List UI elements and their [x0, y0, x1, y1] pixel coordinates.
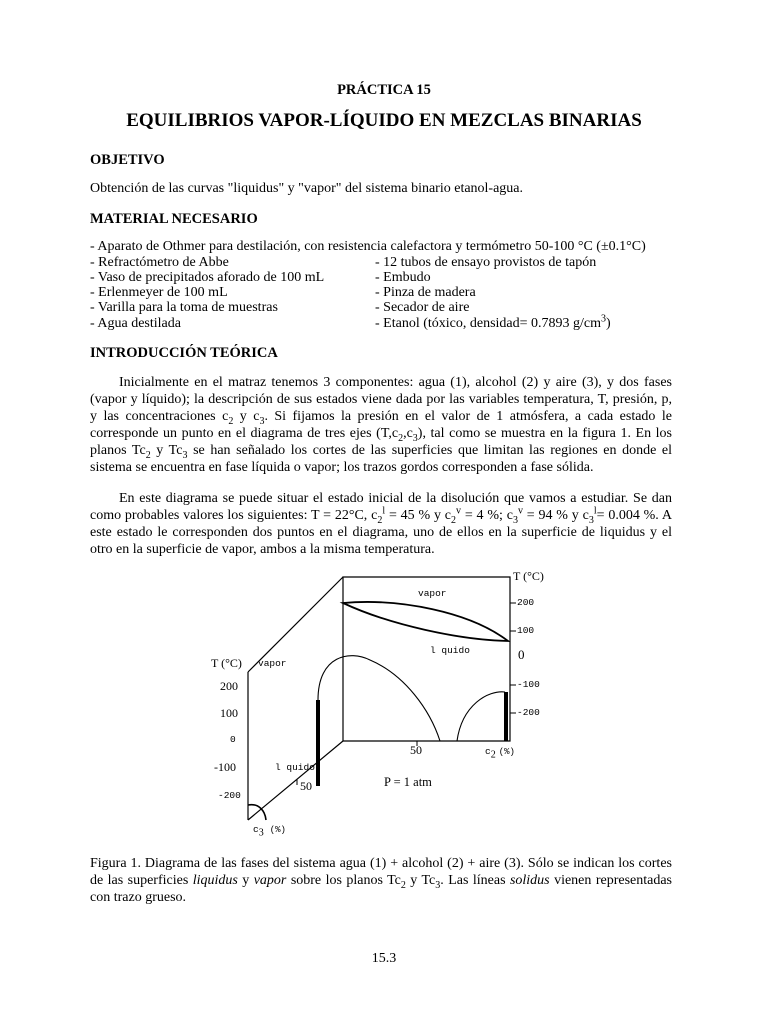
liquido-label-upper: l quido: [430, 645, 470, 656]
c3-axis-label: $c_3$ (%): [253, 824, 286, 839]
c2-tick-label: 50: [410, 743, 422, 757]
liquidus-arc-large: [318, 656, 440, 741]
material-item: - Refractómetro de Abbe: [90, 255, 229, 270]
material-item: - Agua destilada: [90, 316, 181, 331]
left-tick-label: 0: [230, 734, 236, 745]
vapor-liquidus-lens: [343, 602, 508, 641]
material-heading: MATERIAL NECESARIO: [90, 211, 258, 227]
material-item: - Erlenmeyer de 100 mL: [90, 285, 228, 300]
liquidus-arc-small: [457, 692, 505, 741]
liquido-label-left: l quido: [275, 762, 315, 773]
left-tick-label: 100: [220, 706, 238, 720]
left-tick-label: -200: [218, 790, 241, 801]
t-axis-label: T (°C): [513, 569, 544, 583]
pressure-label: P = 1 atm: [384, 775, 432, 789]
t-axis-label-left: T (°C): [211, 656, 242, 670]
figure-caption: Figura 1. Diagrama de las fases del sistema agua (1) + alcohol (2) + aire (3). Sólo se indican los cortes de las superficies liquidus y vapor sobre los planos $Tc_2$ y $Tc_3$. Las líneas solidus vienen representadas con trazo grueso.: [90, 856, 673, 905]
c3-tick-label: 50: [300, 779, 312, 793]
vapor-label-upper: vapor: [418, 588, 447, 599]
c2-axis-label: $c_2$ (%): [485, 746, 515, 761]
page-number: 15.3: [371, 951, 397, 966]
material-item: - Varilla para la toma de muestras: [90, 300, 278, 315]
c3-axis-line: [248, 741, 343, 820]
page-title: EQUILIBRIOS VAPOR-LÍQUIDO EN MEZCLAS BINARIAS: [126, 110, 642, 131]
objetivo-heading: OBJETIVO: [90, 152, 165, 168]
material-item: - Vaso de precipitados aforado de 100 mL: [90, 270, 325, 285]
right-tick-label: -100: [517, 679, 540, 690]
material-item-etanol: - Etanol (tóxico, densidad= 0.7893 $g/cm^3$): [375, 313, 611, 331]
intro-paragraph-1: Inicialmente en el matraz tenemos 3 componentes: agua (1), alcohol (2) y aire (3), y dos fases (vapor y líquido); la descripción de sus estados viene dada por las variables temperatura, T, presión, p, y las concentraciones $c_2$ y $c_3$. Si fijamos la presión en el valor de 1 atmósfera, a cada estado le corresponde un punto en el diagrama de tres ejes $(T,c_2,c_3)$, tal como se muestra en la figura 1. En los planos $Tc_2$ y $Tc_3$ se han señalado los cortes de las superficies que limitan las regiones en donde el sistema se encuentra en fase líquida o vapor; los trazos gordos corresponden a fase sólida.: [90, 375, 673, 475]
material-item: - 12 tubos de ensayo provistos de tapón: [375, 255, 597, 270]
objetivo-text: Obtención de las curvas "liquidus" y "vapor" del sistema binario etanol-agua.: [90, 181, 524, 196]
material-line-othmer: - Aparato de Othmer para destilación, con resistencia calefactora y termómetro 50-100 °C (±0.1°C): [90, 239, 646, 254]
material-item: - Pinza de madera: [375, 285, 476, 300]
left-tick-label: 200: [220, 679, 238, 693]
material-item: - Embudo: [375, 270, 431, 285]
right-tick-label: 200: [517, 597, 535, 608]
practice-number: PRÁCTICA 15: [337, 82, 431, 98]
right-tick-label: 0: [518, 647, 525, 662]
right-tick-label: 100: [517, 625, 535, 636]
intro-paragraph-2: En este diagrama se puede situar el estado inicial de la disolución que vamos a estudiar. Se dan como probables valores los siguientes: T = 22°C, $c_2^l = 45$ % y $c_2^v = 4$ %; $c_3^v = 94$ % y $c_3^l= 0.004$ %. A este estado le corresponden dos puntos en el diagrama, uno de ellos en la superficie de liquidus y el otro en la superficie de vapor, ambos a la misma temperatura.: [90, 491, 672, 557]
right-tick-label: -200: [517, 707, 540, 718]
material-item: - Secador de aire: [375, 300, 470, 315]
vapor-label-left: vapor: [258, 658, 287, 669]
left-tick-label: -100: [214, 760, 236, 774]
intro-heading: INTRODUCCIÓN TEÓRICA: [90, 345, 278, 361]
